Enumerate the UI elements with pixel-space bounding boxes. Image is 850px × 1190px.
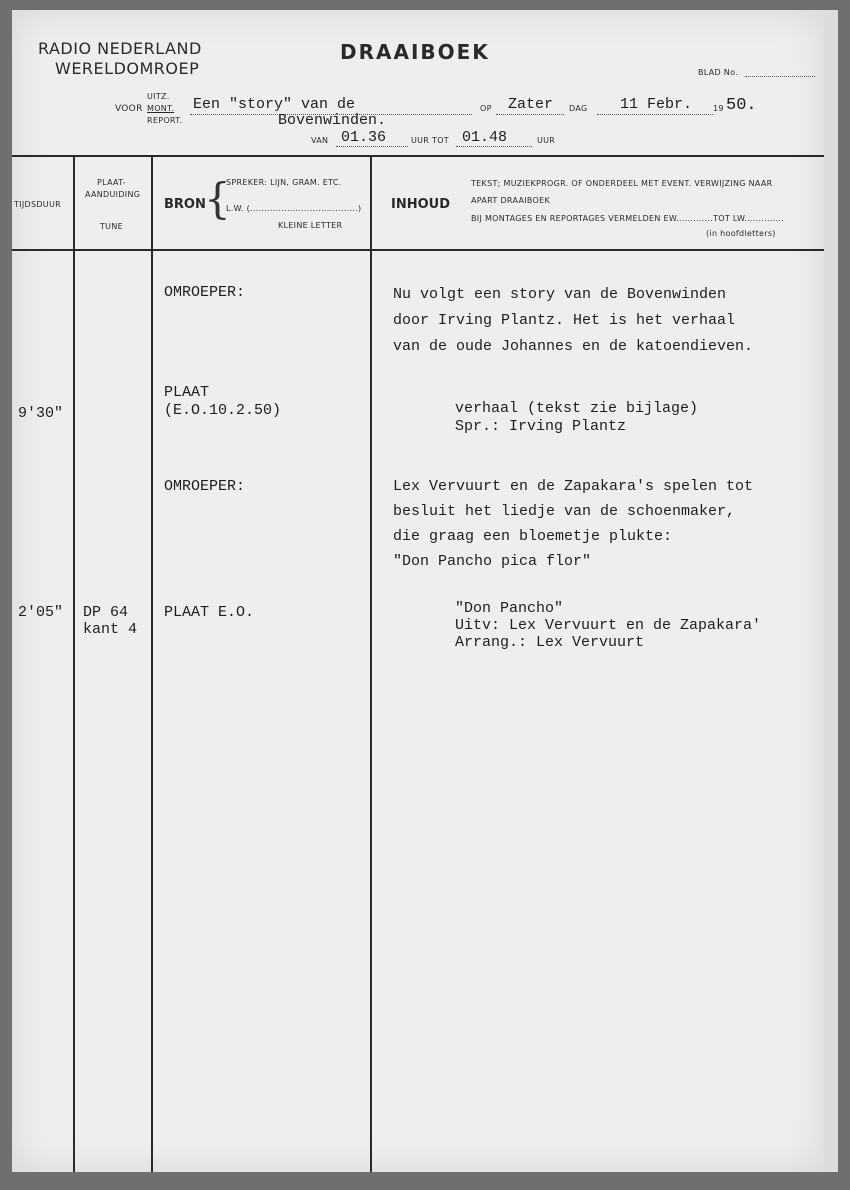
program-title-line1: Een "story" van de — [193, 96, 356, 113]
year-value: 50. — [726, 96, 757, 115]
time-to-line — [456, 146, 532, 147]
page-title: DRAAIBOEK — [340, 40, 490, 64]
col-plaat-line1: PLAAT- — [97, 178, 126, 187]
blad-field — [745, 76, 815, 77]
row1-content: Nu volgt een story van de Bovenwinden door Irving Plantz. Het is het verhaal van de oude Johannes en de katoendieven. — [393, 286, 754, 355]
time-to-value: 01.48 — [462, 129, 508, 146]
row1-source: OMROEPER: — [164, 284, 246, 301]
org-name-line1: RADIO NEDERLAND — [38, 39, 202, 58]
date-value: 11 Febr. — [620, 96, 693, 113]
row2-duration: 9'30" — [18, 405, 64, 422]
date-field-line — [597, 114, 713, 115]
uitz-label: UITZ. — [147, 92, 170, 101]
program-title-line2: Bovenwinden. — [278, 112, 387, 129]
uur-label: UUR — [537, 136, 556, 145]
col-tune: TUNE — [100, 222, 123, 231]
report-label: REPORT. — [147, 116, 183, 125]
time-from-value: 01.36 — [341, 129, 387, 146]
col-plaat-line2: AANDUIDING — [85, 190, 141, 199]
bron-sub2: L.W. (......................................) — [226, 204, 362, 213]
dag-label: DAG — [569, 104, 588, 113]
page-edge — [824, 10, 838, 1172]
day-value: Zater — [508, 96, 554, 113]
inhoud-sub4: (in hoofdletters) — [706, 229, 776, 238]
row4-duration: 2'05" — [18, 604, 64, 621]
bron-sub3: KLEINE LETTER — [278, 221, 343, 230]
header-top-rule — [12, 155, 824, 157]
brace-icon: { — [204, 174, 231, 223]
column-divider-2 — [151, 157, 153, 1172]
van-label: VAN — [311, 136, 329, 145]
year-prefix: 19 — [713, 104, 724, 113]
col-bron: BRON — [164, 197, 206, 212]
mont-label: MONT. — [147, 104, 175, 113]
time-from-line — [336, 146, 408, 147]
day-field-line — [496, 114, 564, 115]
voor-label: VOOR — [115, 104, 143, 114]
header-bottom-rule — [12, 249, 824, 251]
col-inhoud: INHOUD — [391, 197, 450, 212]
row4-plate: DP 64 kant 4 — [83, 604, 138, 638]
inhoud-sub3: BIJ MONTAGES EN REPORTAGES VERMELDEN EW.............TOT LW.............. — [471, 214, 785, 223]
inhoud-sub2: APART DRAAIBOEK — [471, 196, 551, 205]
row2-source: PLAAT (E.O.10.2.50) — [164, 384, 282, 419]
blad-label: BLAD No. — [698, 68, 738, 77]
column-divider-3 — [370, 157, 372, 1172]
inhoud-sub1: TEKST; MUZIEKPROGR. OF ONDERDEEL MET EVENT. VERWIJZING NAAR — [471, 179, 773, 188]
uur-tot-label: UUR TOT — [411, 136, 449, 145]
row3-content: Lex Vervuurt en de Zapakara's spelen tot besluit het liedje van de schoenmaker, die graag een bloemetje plukte: "Don Pancho pica flor" — [393, 478, 754, 570]
op-label: OP — [480, 104, 492, 113]
row3-source: OMROEPER: — [164, 478, 246, 495]
column-divider-1 — [73, 157, 75, 1172]
row4-content: "Don Pancho" Uitv: Lex Vervuurt en de Zapakara' Arrang.: Lex Vervuurt — [455, 600, 762, 651]
org-name-line2: WERELDOMROEP — [55, 59, 200, 78]
row2-content: verhaal (tekst zie bijlage) Spr.: Irving Plantz — [455, 400, 699, 435]
bron-sub1: SPREKER: LIJN, GRAM. ETC. — [226, 178, 342, 187]
row4-source: PLAAT E.O. — [164, 604, 255, 621]
col-tijdsduur: TIJDSDUUR — [14, 200, 61, 209]
